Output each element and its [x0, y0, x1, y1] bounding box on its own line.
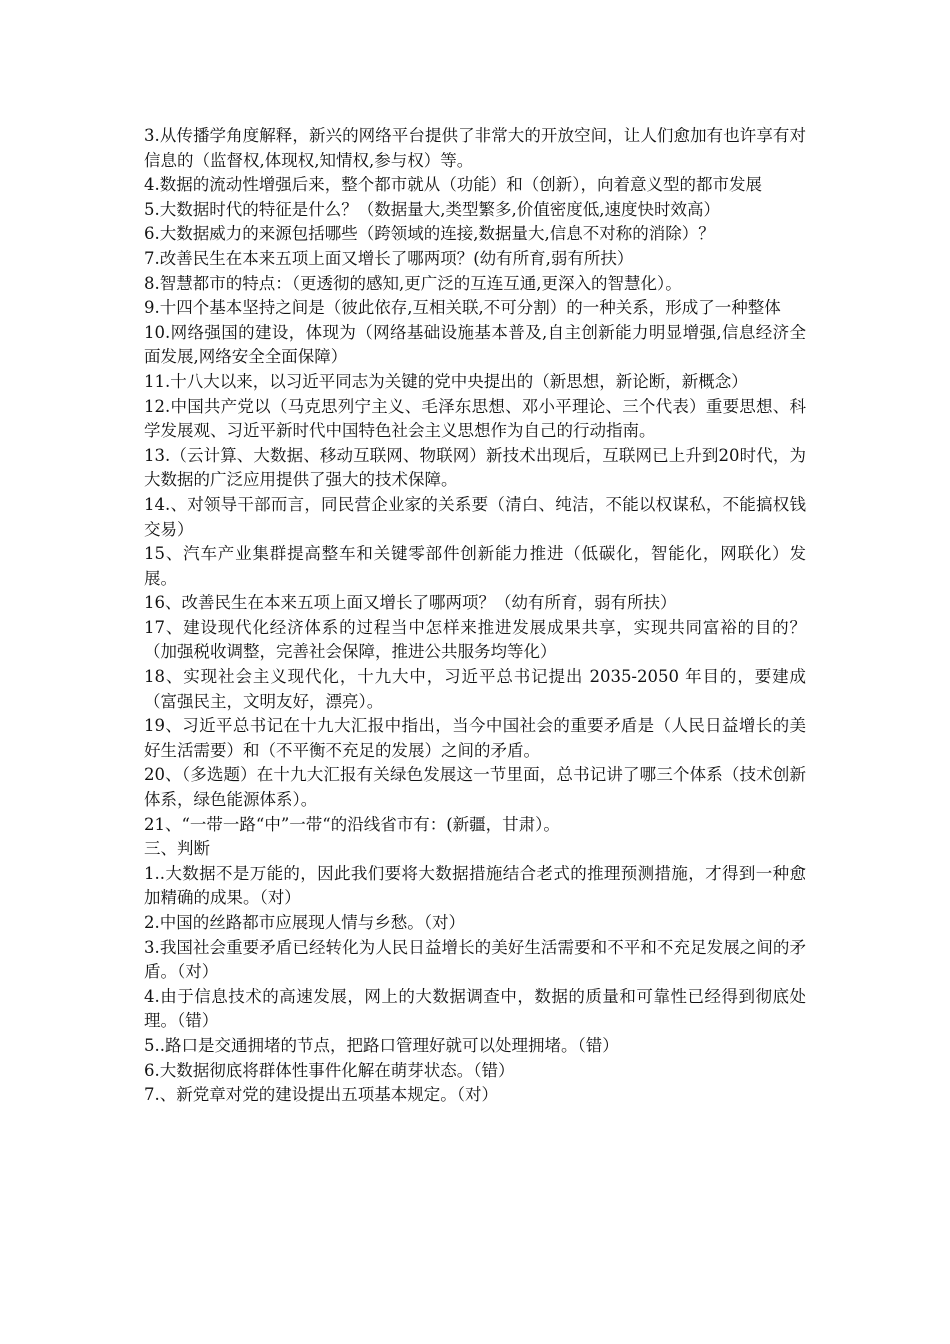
question-11: 11.十八大以来，以习近平同志为关键的党中央提出的（新思想，新论断，新概念） [144, 371, 748, 391]
judgment-1: 1..大数据不是万能的，因此我们要将大数据措施结合老式的推理预测措施，才得到一种愈加精确的成果。（对） [144, 863, 806, 908]
judgment-2: 2.中国的丝路都市应展现人情与乡愁。（对） [144, 913, 465, 932]
judgment-6: 6.大数据彻底将群体性事件化解在萌芽状态。（错） [144, 1060, 515, 1080]
question-8: 8.智慧都市的特点：（更透彻的感知,更广泛的互连互通,更深入的智慧化）。 [144, 273, 682, 293]
question-13: 13.（云计算、大数据、移动互联网、物联网）新技术出现后，互联网已上升到20时代，为大数据的广泛应用提供了强大的技术保障。 [144, 445, 806, 490]
question-12: 12.中国共产党以（马克思列宁主义、毛泽东思想、邓小平理论、三个代表）重要思想、科学发展观、习近平新时代中国特色社会主义思想作为自己的行动指南。 [144, 396, 806, 441]
question-16: 16、改善民生在本来五项上面又增长了哪两项？（幼有所育，弱有所扶） [144, 593, 677, 613]
section-heading-judgment: 三、判断 [144, 839, 210, 859]
question-7: 7.改善民生在本来五项上面又增长了哪两项？(幼有所育,弱有所扶） [144, 248, 634, 268]
judgment-7: 7.、新党章对党的建设提出五项基本规定。（对） [144, 1085, 498, 1105]
judgment-4: 4.由于信息技术的高速发展，网上的大数据调查中，数据的质量和可靠性已经得到彻底处理。（错） [144, 986, 806, 1031]
question-5: 5.大数据时代的特征是什么？（数据量大,类型繁多,价值密度低,速度快时效高） [144, 199, 720, 219]
question-14: 14.、对领导干部而言，同民营企业家的关系要（清白、纯洁，不能以权谋私，不能搞权钱交易） [144, 494, 806, 539]
question-3: 3.从传播学角度解释，新兴的网络平台提供了非常大的开放空间，让人们愈加有也许享有对信息的（监督权,体现权,知情权,参与权）等。 [144, 126, 806, 170]
question-6: 6.大数据威力的来源包括哪些（跨领域的连接,数据量大,信息不对称的消除）？ [144, 224, 715, 244]
judgment-3: 3.我国社会重要矛盾已经转化为人民日益增长的美好生活需要和不平和不充足发展之间的矛盾。（对） [144, 937, 806, 982]
question-18: 18、实现社会主义现代化，十九大中，习近平总书记提出 2035-2050 年目的，要建成（富强民主，文明友好，漂亮）。 [144, 667, 806, 711]
question-20: 20、（多选题）在十九大汇报有关绿色发展这一节里面，总书记讲了哪三个体系（技术创新体系，绿色能源体系）。 [144, 765, 806, 810]
question-17: 17、建设现代化经济体系的过程当中怎样来推进发展成果共享，实现共同富裕的目的？（加强税收调整，完善社会保障，推进公共服务均等化） [144, 617, 806, 662]
question-15: 15、汽车产业集群提高整车和关键零部件创新能力推进（低碳化，智能化，网联化）发展。 [144, 544, 806, 588]
question-9: 9.十四个基本坚持之间是（彼此依存,互相关联,不可分割）的一种关系，形成了一种整体 [144, 298, 781, 318]
question-10: 10.网络强国的建设，体现为（网络基础设施基本普及,自主创新能力明显增强,信息经济全面发展,网络安全全面保障） [144, 322, 806, 367]
question-4: 4.数据的流动性增强后来，整个都市就从（功能）和（创新），向着意义型的都市发展 [144, 175, 762, 195]
question-19: 19、习近平总书记在十九大汇报中指出，当今中国社会的重要矛盾是（人民日益增长的美好生活需要）和（不平衡不充足的发展）之间的矛盾。 [144, 716, 806, 760]
judgment-5: 5..路口是交通拥堵的节点，把路口管理好就可以处理拥堵。（错） [144, 1035, 619, 1055]
document-page [144, 124, 806, 1108]
question-21: 21、“一带一路“中”一带“的沿线省市有：(新疆，甘肃）。 [144, 814, 560, 834]
